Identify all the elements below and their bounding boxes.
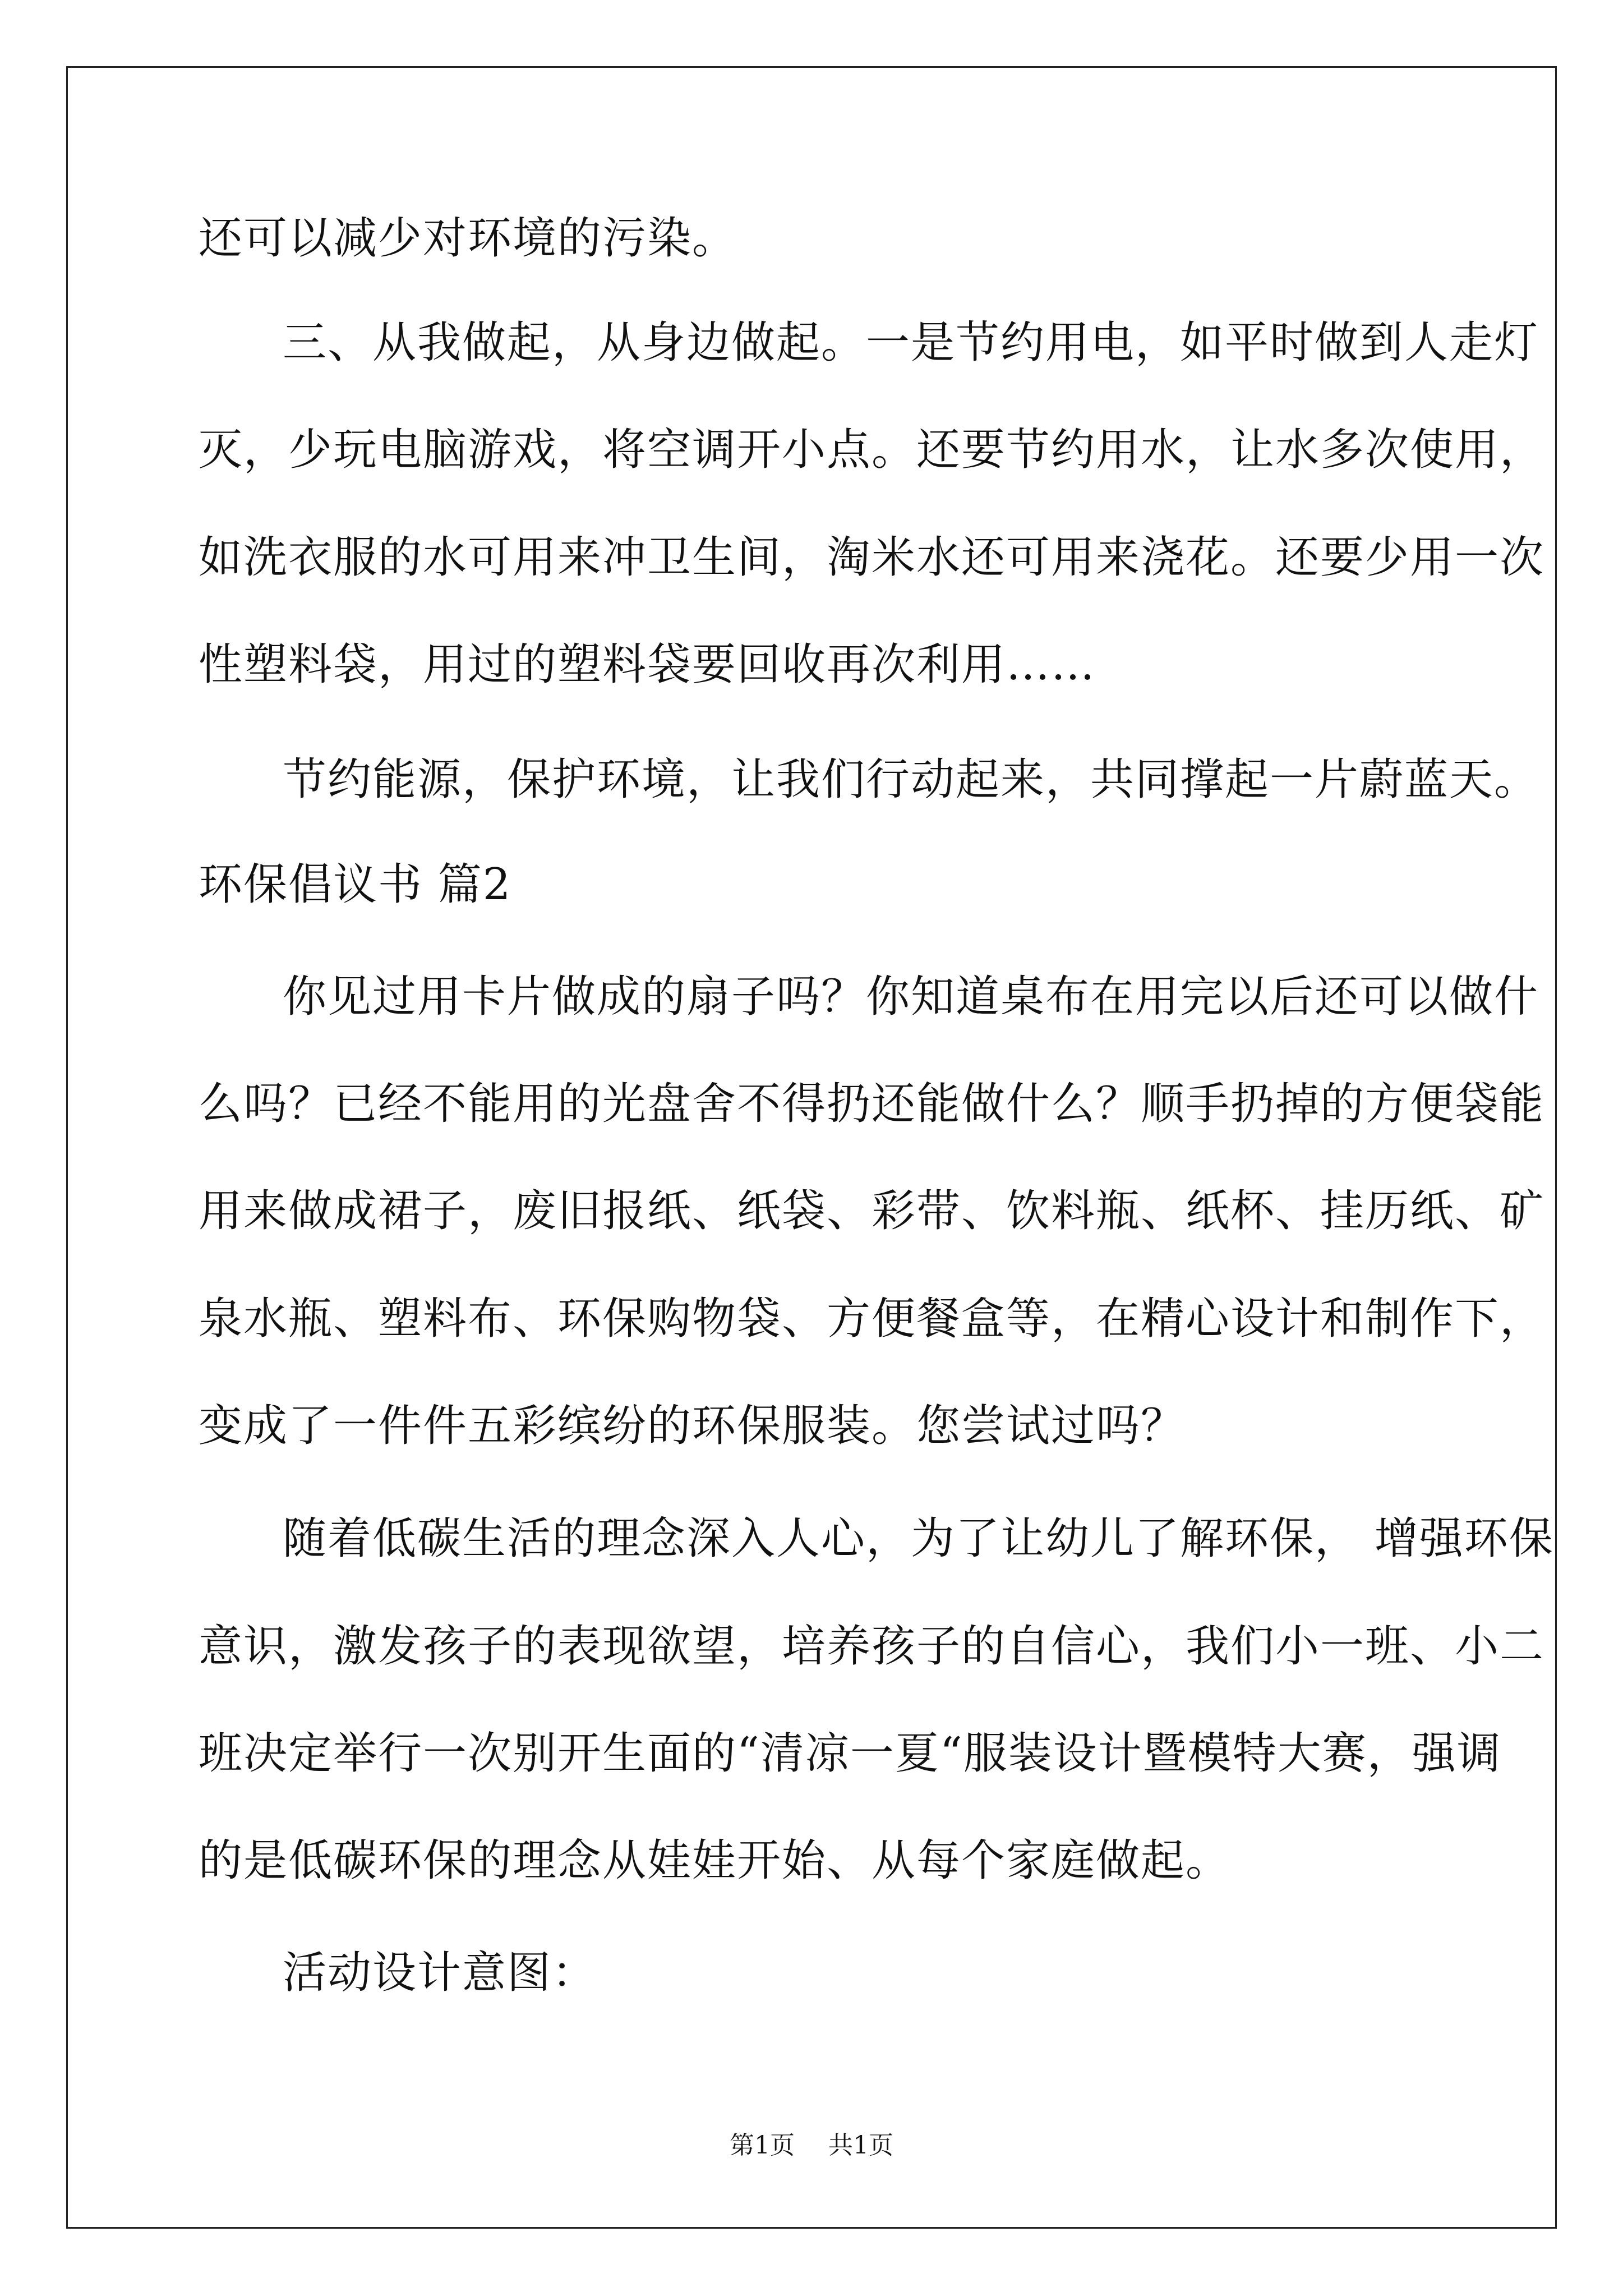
- page-total: 共1页: [828, 2131, 893, 2160]
- text-line: 随着低碳生活的理念深入人心，为了让幼儿了解环保， 增强环保: [283, 1513, 1554, 1564]
- text-line: 变成了一件件五彩缤纷的环保服装。您尝试过吗？: [199, 1401, 1186, 1451]
- page-border: [66, 66, 1557, 2229]
- text-line: 还可以减少对环境的污染。: [199, 213, 737, 264]
- text-line: 泉水瓶、塑料布、环保购物袋、方便餐盒等，在精心设计和制作下，: [199, 1294, 1545, 1344]
- text-line: 如洗衣服的水可用来冲卫生间，淘米水还可用来浇花。还要少用一次: [199, 532, 1545, 583]
- text-line: 节约能源，保护环境，让我们行动起来，共同撑起一片蔚蓝天。: [283, 754, 1539, 805]
- page-number: 第1页: [730, 2131, 795, 2160]
- text-line: 班决定举行一次别开生面的“清凉一夏“服装设计暨模特大赛，强调: [199, 1728, 1502, 1779]
- text-line: 意识，激发孩子的表现欲望，培养孩子的自信心，我们小一班、小二: [199, 1621, 1545, 1672]
- text-line: 你见过用卡片做成的扇子吗？你知道桌布在用完以后还可以做什: [283, 972, 1539, 1022]
- text-line: 用来做成裙子，废旧报纸、纸袋、彩带、饮料瓶、纸杯、挂历纸、矿: [199, 1186, 1545, 1236]
- text-line: 的是低碳环保的理念从娃娃开始、从每个家庭做起。: [199, 1835, 1231, 1886]
- text-line: 性塑料袋，用过的塑料袋要回收再次利用……: [199, 639, 1096, 690]
- section-heading: 环保倡议书 篇2: [199, 859, 512, 910]
- text-line: 灭，少玩电脑游戏，将空调开小点。还要节约用水，让水多次使用，: [199, 425, 1545, 475]
- text-line: 三、从我做起，从身边做起。一是节约用电，如平时做到人走灯: [283, 318, 1539, 368]
- text-line: 活动设计意图：: [283, 1948, 597, 1998]
- page-footer: [0, 2129, 1623, 2162]
- text-line: 么吗？已经不能用的光盘舍不得扔还能做什么？顺手扔掉的方便袋能: [199, 1079, 1545, 1129]
